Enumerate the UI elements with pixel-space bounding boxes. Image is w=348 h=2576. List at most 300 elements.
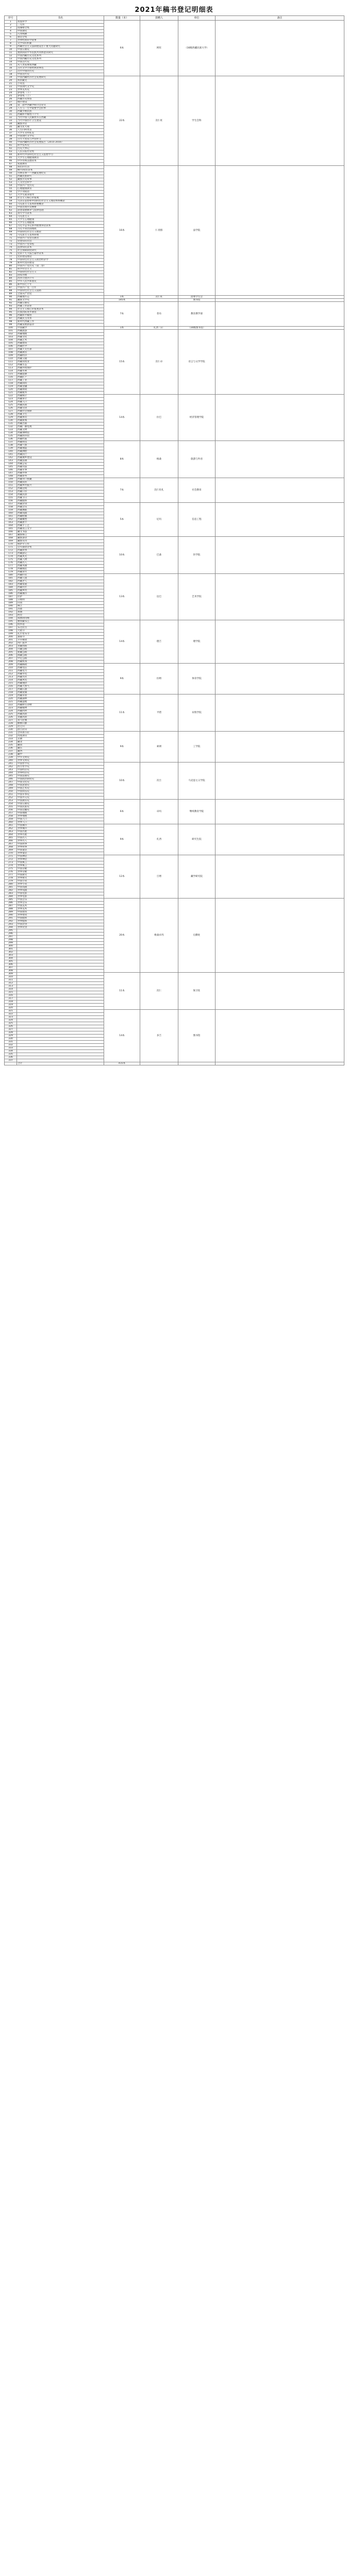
book-title: 西藏发展新篇章 (17, 324, 104, 327)
group-donor: 边巴 (140, 574, 178, 620)
group-donor: 尼玛 (140, 503, 178, 537)
row-number: 7 (5, 39, 17, 42)
row-number: 324 (5, 1019, 17, 1022)
book-title: 琅琊榜全集 (17, 27, 104, 30)
row-number: 60 (5, 203, 17, 206)
book-title: 西藏经济 (17, 354, 104, 358)
group-unit: （16级图书馆） (178, 327, 216, 330)
column-header: 数量（本） (104, 16, 140, 21)
group-qty: 9本 (104, 824, 140, 855)
book-title: 科学技术史 (17, 144, 104, 147)
row-number: 246 (5, 778, 17, 781)
book-title: 扎什伦布寺 (17, 633, 104, 636)
book-title: 藏族谚语 (17, 537, 104, 540)
book-title: 喜马拉雅 (17, 719, 104, 722)
book-title: 西藏游记 (17, 552, 104, 555)
row-number: 174 (5, 555, 17, 558)
book-title: 巧穿纵横 (17, 33, 104, 36)
book-title: 世界诗歌 (17, 871, 104, 874)
row-number: 3 (5, 27, 17, 30)
row-number: 76 (5, 252, 17, 256)
row-number: 315 (5, 991, 17, 994)
row-number: 137 (5, 441, 17, 444)
row-number: 296 (5, 933, 17, 936)
group-qty: 14本 (104, 1010, 140, 1062)
row-number: 231 (5, 732, 17, 735)
group-donor: 格桑 (140, 441, 178, 478)
row-number: 125 (5, 404, 17, 407)
book-title: 西藏金融 (17, 385, 104, 388)
row-number: 299 (5, 942, 17, 945)
row-number: 181 (5, 577, 17, 580)
group-donor: 扎西（1） (140, 327, 178, 330)
book-title: 中国现代文学史 (17, 135, 104, 138)
row-number: 262 (5, 827, 17, 831)
document-title: 2021年稿书登记明细表 (135, 6, 213, 14)
group-unit: 保卫处 (178, 973, 216, 1010)
group-unit: 经济管理学院 (178, 395, 216, 441)
group-donor: 拉巴 (140, 395, 178, 441)
book-title: 大学生心理健康 (17, 222, 104, 225)
row-number: 319 (5, 1004, 17, 1007)
group-remark (216, 762, 344, 800)
group-qty: 6本 (104, 800, 140, 824)
row-number: 124 (5, 401, 17, 404)
row-number: 199 (5, 633, 17, 636)
row-number: 150 (5, 481, 17, 484)
row-number: 207 (5, 657, 17, 660)
book-title: 西藏人口 (17, 401, 104, 404)
row-number: 285 (5, 899, 17, 902)
group-donor: 次仁旺扎 (140, 478, 178, 503)
book-title: 山南 (17, 602, 104, 605)
row-number: 40 (5, 141, 17, 144)
row-number: 25 (5, 95, 17, 98)
book-title: 林芝 (17, 605, 104, 608)
book-title: 西藏青年 (17, 571, 104, 574)
row-number: 321 (5, 1010, 17, 1013)
book-title: 西藏唐卡 (17, 521, 104, 524)
group-remark (216, 694, 344, 732)
book-title: 马克思主义基本原理概论 (17, 203, 104, 206)
row-number: 274 (5, 865, 17, 868)
row-number: 20 (5, 79, 17, 82)
group-unit: 图书馆 (178, 1010, 216, 1062)
row-number: 190 (5, 605, 17, 608)
book-title: 西藏地方志 (17, 296, 104, 299)
row-number: 256 (5, 809, 17, 812)
row-number: 55 (5, 188, 17, 191)
book-title: 第二届中西藏学研讨会论文 (17, 104, 104, 107)
row-number: 208 (5, 660, 17, 664)
row-number: 111 (5, 361, 17, 364)
row-number: 52 (5, 178, 17, 181)
row-number: 322 (5, 1013, 17, 1016)
row-number: 99 (5, 324, 17, 327)
row-number: 257 (5, 812, 17, 815)
row-number: 173 (5, 552, 17, 555)
book-title: 世界童话 (17, 852, 104, 855)
row-number: 97 (5, 317, 17, 320)
book-title: 西藏边境 (17, 487, 104, 490)
book-title: 西藏石油 (17, 688, 104, 691)
group-remark (216, 664, 344, 694)
row-number: 283 (5, 892, 17, 895)
book-title: 羊卓雍错 (17, 639, 104, 642)
row-number: 278 (5, 877, 17, 880)
row-number: 158 (5, 506, 17, 509)
group-unit: 医学院 (178, 537, 216, 574)
book-title: 社会主义核心价值观 (17, 197, 104, 200)
book-title: 西藏侨务 (17, 475, 104, 478)
book-title: 中国西藏经济社会发展报告（2015-2016） (17, 141, 104, 144)
row-number: 209 (5, 664, 17, 667)
row-number: 91 (5, 299, 17, 302)
row-number: 188 (5, 599, 17, 602)
book-title: 藏族历史故事 (17, 178, 104, 181)
row-number: 164 (5, 524, 17, 528)
book-title: 梦想集（下） (17, 92, 104, 95)
book-title: 西藏和平解放六十年 (17, 113, 104, 116)
book-title: 唐古拉山 (17, 728, 104, 732)
row-number: 146 (5, 469, 17, 472)
row-number: 300 (5, 945, 17, 948)
book-title: 中国西藏经济社会发展研究 (17, 76, 104, 79)
row-number: 71 (5, 237, 17, 240)
book-title: 西藏档案 (17, 438, 104, 441)
row-number: 276 (5, 871, 17, 874)
row-number: 126 (5, 407, 17, 410)
row-number: 10 (5, 48, 17, 52)
book-title: 西藏老人 (17, 580, 104, 583)
table-body (5, 21, 344, 1065)
book-title: 西藏博物馆 (17, 432, 104, 435)
row-number: 87 (5, 286, 17, 290)
book-title: 中国电影 (17, 892, 104, 895)
row-number: 271 (5, 855, 17, 858)
book-title: 西藏宗教史 (17, 302, 104, 305)
group-qty: 12本 (104, 855, 140, 899)
book-title: 党建知识问答 (17, 240, 104, 243)
row-number: 193 (5, 614, 17, 617)
book-title: 藏中 (17, 753, 104, 756)
book-title: 西藏城市 (17, 592, 104, 596)
row-number: 286 (5, 902, 17, 905)
book-title: 羌塘 (17, 738, 104, 741)
book-title: 念青唐古拉 (17, 732, 104, 735)
row-number: 204 (5, 648, 17, 651)
row-number: 81 (5, 268, 17, 271)
book-title: 西藏测绘 (17, 450, 104, 453)
group-donor: 次仁 (140, 973, 178, 1010)
book-title: 西藏高原 (17, 713, 104, 716)
row-number: 250 (5, 790, 17, 793)
book-title: 人文社会科学 (17, 181, 104, 184)
row-number: 236 (5, 747, 17, 750)
book-title: 中国小说 (17, 880, 104, 883)
row-number: 205 (5, 651, 17, 654)
book-title: 雅鲁藏布江 (17, 620, 104, 623)
group-remark (216, 537, 344, 574)
row-number: 85 (5, 280, 17, 283)
book-title: 西藏旅游 (17, 330, 104, 333)
book-title: 西藏名人 (17, 562, 104, 565)
book-title: 西藏语言文字 (17, 528, 104, 531)
row-number: 277 (5, 874, 17, 877)
group-remark (216, 732, 344, 762)
row-number: 11 (5, 52, 17, 55)
row-number: 93 (5, 305, 17, 308)
row-number: 168 (5, 537, 17, 540)
row-number: 290 (5, 914, 17, 917)
row-number: 309 (5, 973, 17, 976)
book-title: 西藏科技 (17, 441, 104, 444)
book-title: 大学生文明礼仪 (17, 132, 104, 135)
book-title: 西藏模范 (17, 568, 104, 571)
row-number: 264 (5, 834, 17, 837)
row-number: 77 (5, 256, 17, 259)
book-title: 藏北 (17, 741, 104, 744)
book-title: 西藏草原 (17, 694, 104, 698)
row-number: 176 (5, 562, 17, 565)
row-number: 110 (5, 358, 17, 361)
book-title: 西藏邮政 (17, 664, 104, 667)
row-number: 100 (5, 327, 17, 330)
row-number: 184 (5, 586, 17, 589)
group-qty: 14本 (104, 395, 140, 441)
row-number: 115 (5, 373, 17, 376)
row-number: 172 (5, 549, 17, 552)
row-number: 54 (5, 184, 17, 188)
row-number: 301 (5, 948, 17, 951)
row-number: 142 (5, 456, 17, 460)
book-title: 西藏乡村 (17, 589, 104, 592)
row-number: 237 (5, 750, 17, 753)
row-number: 254 (5, 803, 17, 806)
book-title: 我的藏文 (17, 79, 104, 82)
group-qty: 1本 (104, 327, 140, 330)
book-title: 从人类发展看西藏 (17, 64, 104, 67)
book-title: 西藏对口援藏 (17, 478, 104, 481)
book-title: 西藏社会主义法制建设若干重大问题研究 (17, 45, 104, 48)
row-number: 248 (5, 784, 17, 787)
row-number: 186 (5, 592, 17, 596)
row-number: 170 (5, 543, 17, 546)
book-title: 世界音乐 (17, 902, 104, 905)
group-remark (216, 330, 344, 395)
book-title: 中国西藏历史文化系列 (17, 55, 104, 58)
row-number: 214 (5, 679, 17, 682)
row-number: 78 (5, 259, 17, 262)
book-title: 中国建筑 (17, 911, 104, 914)
row-number: 67 (5, 225, 17, 228)
row-number: 252 (5, 796, 17, 800)
row-number: 156 (5, 500, 17, 503)
row-number: 261 (5, 824, 17, 827)
row-number: 105 (5, 342, 17, 345)
book-title: 中国共产党党员教育 (17, 237, 104, 240)
book-title: 西藏新闻 (17, 419, 104, 422)
book-title: 当代中国医疗卫生建设 (17, 120, 104, 123)
group-remark (216, 620, 344, 664)
book-title: 西藏服饰 (17, 500, 104, 503)
row-number: 331 (5, 1041, 17, 1044)
row-number: 33 (5, 120, 17, 123)
book-title: 西藏广播电视 (17, 426, 104, 429)
book-title: 西藏医学 (17, 345, 104, 348)
row-number: 196 (5, 623, 17, 626)
group-remark (216, 76, 344, 166)
book-title: 西藏生态 (17, 364, 104, 367)
book-title: 西藏天文历算 (17, 348, 104, 351)
row-number: 58 (5, 197, 17, 200)
book-title: 中国宗教史 (17, 48, 104, 52)
row-number: 185 (5, 589, 17, 592)
row-number: 145 (5, 466, 17, 469)
group-unit: 团委学生会 (178, 296, 216, 299)
book-title: 西藏矿产 (17, 376, 104, 379)
row-number: 302 (5, 951, 17, 954)
book-title: 西藏手工艺 (17, 524, 104, 528)
book-title: 中国故事 (17, 843, 104, 846)
row-number: 160 (5, 512, 17, 515)
group-donor: 次仁旺 (140, 76, 178, 166)
row-number: 30 (5, 110, 17, 113)
row-number: 108 (5, 351, 17, 354)
row-number: 259 (5, 818, 17, 821)
group-unit: 社会教育 (178, 478, 216, 503)
book-title: 中国童话 (17, 849, 104, 852)
book-title: 滇藏公路 (17, 654, 104, 657)
row-number: 16 (5, 67, 17, 70)
row-number: 222 (5, 704, 17, 707)
book-title: 拉萨 (17, 596, 104, 599)
group-remark (216, 824, 344, 855)
book-title: 人生与一生中最要学会的事 (17, 107, 104, 110)
row-number: 6 (5, 36, 17, 39)
book-title: 西藏卫生 (17, 413, 104, 416)
group-qty: 10本 (104, 762, 140, 800)
book-title: 西藏饮食 (17, 503, 104, 506)
book-title: 西藏气象 (17, 444, 104, 447)
book-title: 西藏雕塑 (17, 518, 104, 521)
row-number: 132 (5, 426, 17, 429)
book-title: 西藏体育 (17, 416, 104, 419)
group-donor: 巴桑 (140, 537, 178, 574)
book-title: 思想道德修养与法律基础 (17, 209, 104, 212)
book-title: 文学知识积累 (17, 42, 104, 45)
book-title: 西藏和平解放 (17, 314, 104, 317)
group-unit: 马克思主义学院 (178, 762, 216, 800)
row-number: 329 (5, 1035, 17, 1038)
row-number: 159 (5, 509, 17, 512)
row-number: 289 (5, 911, 17, 914)
book-title: 城市建设 (17, 101, 104, 104)
book-title: 中国教育史 (17, 800, 104, 803)
group-donor: 卓玛 (140, 800, 178, 824)
book-title: 西藏民俗 (17, 494, 104, 497)
book-title: 世界名胜 (17, 834, 104, 837)
group-remark (216, 800, 344, 824)
book-title: 世界故事 (17, 846, 104, 849)
book-title: 民族团结进步教育 (17, 311, 104, 314)
book-title: 西藏风光 (17, 555, 104, 558)
row-number: 310 (5, 976, 17, 979)
group-donor: 次旦 (140, 762, 178, 800)
row-number: 151 (5, 484, 17, 487)
group-qty: 11本 (104, 694, 140, 732)
book-title: 西藏药材 (17, 710, 104, 713)
row-number: 334 (5, 1050, 17, 1053)
book-title: 世界名人 (17, 840, 104, 843)
book-title: 西藏社会保障 (17, 410, 104, 413)
book-title: 中国文化史 (17, 781, 104, 784)
row-number: 268 (5, 846, 17, 849)
group-remark (216, 21, 344, 76)
row-number: 210 (5, 667, 17, 670)
row-number: 59 (5, 200, 17, 203)
book-title: 西藏音乐 (17, 506, 104, 509)
book-title: 西藏野生动物 (17, 704, 104, 707)
row-number: 144 (5, 463, 17, 466)
row-number: 243 (5, 769, 17, 772)
row-number: 189 (5, 602, 17, 605)
group-unit: 艺术学院 (178, 574, 216, 620)
book-title: 西藏民主改革 (17, 317, 104, 320)
book-title: 中国特色社会主义道路 (17, 290, 104, 293)
group-qty: 145本 (104, 299, 140, 302)
row-number: 153 (5, 490, 17, 494)
book-title: 藏族对话 (17, 123, 104, 126)
book-title: 中国近代史 (17, 73, 104, 76)
row-number: 143 (5, 460, 17, 463)
row-number: 42 (5, 147, 17, 150)
group-remark (216, 441, 344, 478)
group-unit: 信息工程 (178, 503, 216, 537)
group-qty: 15本 (104, 330, 140, 395)
total-row (5, 1062, 344, 1065)
row-number: 311 (5, 979, 17, 982)
book-title: 藏文化大观 (17, 126, 104, 129)
book-title: 世界地理 (17, 815, 104, 818)
row-number: 265 (5, 837, 17, 840)
column-header: 书名 (17, 16, 104, 21)
row-number: 17 (5, 70, 17, 73)
row-number: 62 (5, 209, 17, 212)
column-header: 捐赠人 (140, 16, 178, 21)
book-title: 西藏植物 (17, 707, 104, 710)
group-unit: 继续教育学院 (178, 800, 216, 824)
row-number: 325 (5, 1022, 17, 1025)
book-title: 科学社会主义 (17, 268, 104, 271)
row-number: 147 (5, 472, 17, 475)
row-number: 330 (5, 1038, 17, 1041)
book-title: 中国艺术史 (17, 787, 104, 790)
row-number: 281 (5, 886, 17, 889)
row-number: 13 (5, 58, 17, 61)
group-remark (216, 899, 344, 973)
book-title: 西藏工作论述 (17, 305, 104, 308)
book-title: 人生向何处去 (17, 129, 104, 132)
row-number: 98 (5, 320, 17, 324)
book-title: 心理健康教育 (17, 188, 104, 191)
row-number: 223 (5, 707, 17, 710)
book-title: 中国地理 (17, 812, 104, 815)
book-title: 新时代西藏工作 (17, 320, 104, 324)
book-title: 中国共产党历史 (17, 184, 104, 188)
book-title: 西藏图书馆 (17, 435, 104, 438)
row-number: 72 (5, 240, 17, 243)
